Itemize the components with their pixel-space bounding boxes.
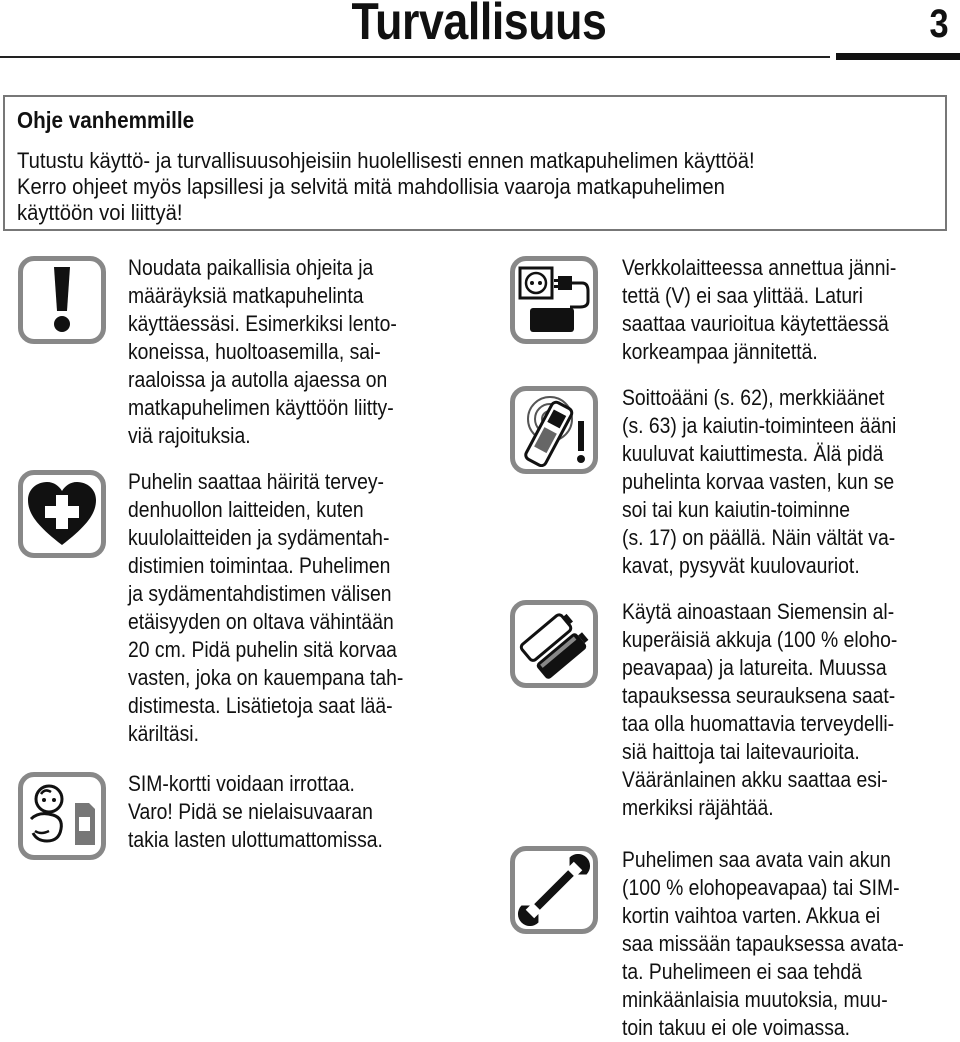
parents-notice-box [3,95,947,231]
page-number: 3 [929,2,949,46]
item-text: Verkkolaitteessa annettua jänni- tettä (V) ei saa ylittää. Laturi saattaa vaurioitua käytettäessä korkeampaa jännitettä. [622,255,897,364]
notice-line: käyttöön voi liittyä! [17,200,183,225]
notice-line: Kerro ohjeet myös lapsillesi ja selvitä mitä mahdollisia vaaroja matkapuhelimen [17,174,725,199]
item-text: Noudata paikallisia ohjeita ja määräyksiä matkapuhelinta käyttäessäsi. Esimerkiksi lento- koneissa, huoltoasemilla, sai- raaloissa ja autolla ajaessa on matkapuhelimen käyttöön liitty- viä rajoituksia. [128,255,397,448]
batteries-icon [510,600,598,688]
exclamation-icon [18,256,106,344]
heart-cross-icon [18,470,106,558]
page-number-bar [836,53,960,60]
ringing-phone-warning-icon [510,386,598,474]
wrench-icon [510,846,598,934]
page-header [0,0,960,60]
page-title: Turvallisuus [351,0,607,51]
item-text: Käytä ainoastaan Siemensin al- kuperäisiä akkuja (100 % eloho- peavapaa) ja latureita. Muussa tapauksessa seurauksena saat- taa olla huomattavia terveydelli- siä haittoja tai laitevaurioita. Vääränlainen akku saattaa esi- merkiksi räjähtää. [622,599,898,820]
power-outlet-charger-icon [510,256,598,344]
notice-title: Ohje vanhemmille [17,107,195,133]
item-text: Puhelin saattaa häiritä tervey- denhuollon laitteiden, kuten kuulolaitteiden ja sydämentah- distimien toimintaa. Puhelimen ja sydämentahdistimen välisen etäisyyden on oltava vähintään 20 cm. Pidä puhelin sitä korvaa vasten, joka on kauempana tah- distimesta. Lisätietoja saat lää- käriltäsi. [128,469,404,746]
item-text: Puhelimen saa avata vain akun (100 % elohopeavapaa) tai SIM- kortin vaihtoa varten. Akkua ei saa missään tapauksessa avata- ta. Puhelimeen ei saa tehdä minkäänlaisia muutoksia, muu- toin takuu ei ole voimassa. [622,847,904,1040]
notice-text [17,148,926,226]
item-text: SIM-kortti voidaan irrottaa. Varo! Pidä se nielaisuvaaran takia lasten ulottumattomissa. [128,771,383,852]
baby-sim-card-icon [18,772,106,860]
item-text: Soittoääni (s. 62), merkkiäänet (s. 63) ja kaiutin-toiminteen ääni kuuluvat kaiuttimesta. Älä pidä puhelinta korvaa vasten, kun se soi tai kun kaiutin-toiminne (s. 17) on päällä. Näin vältät va- kavat, pysyvät kuulovauriot. [622,385,897,578]
header-rule [0,56,830,58]
notice-line: Tutustu käyttö- ja turvallisuusohjeisiin huolellisesti ennen matkapuhelimen käyttöä! [17,148,755,173]
